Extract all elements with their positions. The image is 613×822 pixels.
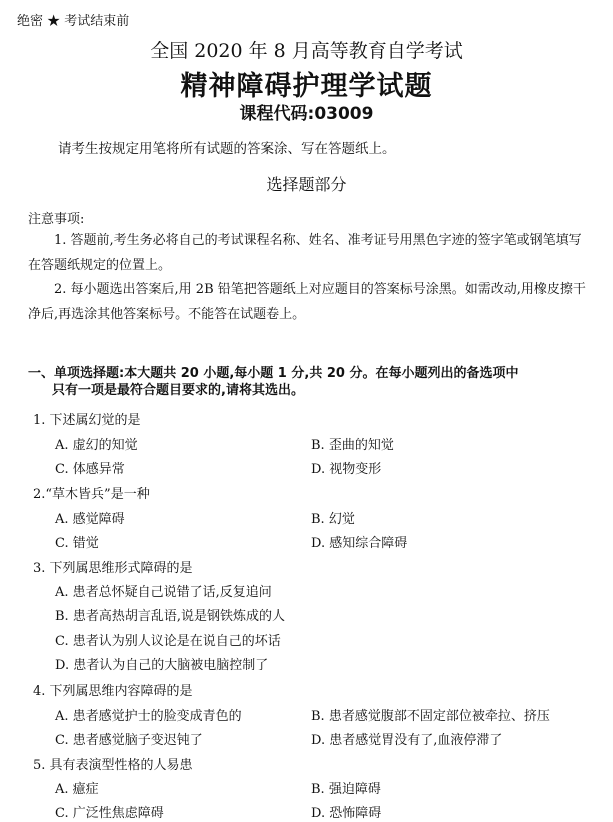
option-a: A. 患者总怀疑自己说错了话,反复追问	[55, 585, 272, 600]
option-b: B. 强迫障碍	[311, 782, 381, 797]
question-stem: 3. 下列属思维形式障碍的是	[33, 561, 193, 576]
confidential-label: 绝密 ★ 考试结束前	[17, 14, 130, 29]
section-heading-line1: 一、单项选择题:本大题共 20 小题,每小题 1 分,共 20 分。在每小题列出的备选项中	[28, 366, 519, 381]
option-b: B. 患者感觉腹部不固定部位被牵拉、挤压	[311, 709, 550, 724]
option-b: B. 幻觉	[311, 512, 355, 527]
question-stem: 4. 下列属思维内容障碍的是	[33, 684, 193, 699]
note-item: 2. 每小题选出答案后,用 2B 铅笔把答题纸上对应题目的答案标号涂黑。如需改动,用橡皮擦干净后,再选涂其他答案标号。不能答在试题卷上。	[28, 282, 586, 322]
option-a: A. 感觉障碍	[55, 512, 125, 527]
note-item: 1. 答题前,考生务必将自己的考试课程名称、姓名、准考证号用黑色字迹的签字笔或钢笔填写在答题纸规定的位置上。	[28, 233, 582, 273]
question-stem: 1. 下述属幻觉的是	[33, 413, 141, 428]
notes-heading: 注意事项:	[28, 212, 85, 227]
section-heading-line2: 只有一项是最符合题目要求的,请将其选出。	[52, 383, 304, 398]
option-a: A. 癔症	[55, 782, 99, 797]
exam-title: 精神障碍护理学试题	[180, 71, 433, 102]
option-d: D. 视物变形	[311, 462, 382, 477]
option-c: C. 错觉	[55, 536, 99, 551]
option-a: A. 患者感觉护士的脸变成青色的	[55, 709, 242, 724]
section-heading	[28, 365, 588, 399]
option-a: A. 虚幻的知觉	[55, 438, 138, 453]
option-c: C. 体感异常	[55, 462, 125, 477]
option-d: D. 恐怖障碍	[311, 806, 382, 821]
option-c: C. 患者认为别人议论是在说自己的坏话	[55, 634, 281, 649]
option-c: C. 广泛性焦虑障碍	[55, 806, 164, 821]
option-b: B. 患者高热胡言乱语,说是钢铁炼成的人	[55, 609, 285, 624]
option-d: D. 患者感觉胃没有了,血液停滞了	[311, 733, 503, 748]
option-d: D. 患者认为自己的大脑被电脑控制了	[55, 658, 269, 673]
option-c: C. 患者感觉脑子变迟钝了	[55, 733, 203, 748]
exam-session-line: 全国 2020 年 8 月高等教育自学考试	[150, 40, 463, 62]
question-stem: 5. 具有表演型性格的人易患	[33, 758, 193, 773]
option-b: B. 歪曲的知觉	[311, 438, 394, 453]
answer-instruction: 请考生按规定用笔将所有试题的答案涂、写在答题纸上。	[58, 141, 396, 157]
option-d: D. 感知综合障碍	[311, 536, 408, 551]
course-code: 课程代码:03009	[239, 104, 374, 124]
part-title: 选择题部分	[266, 175, 347, 194]
question-stem: 2.“草木皆兵”是一种	[33, 487, 150, 502]
